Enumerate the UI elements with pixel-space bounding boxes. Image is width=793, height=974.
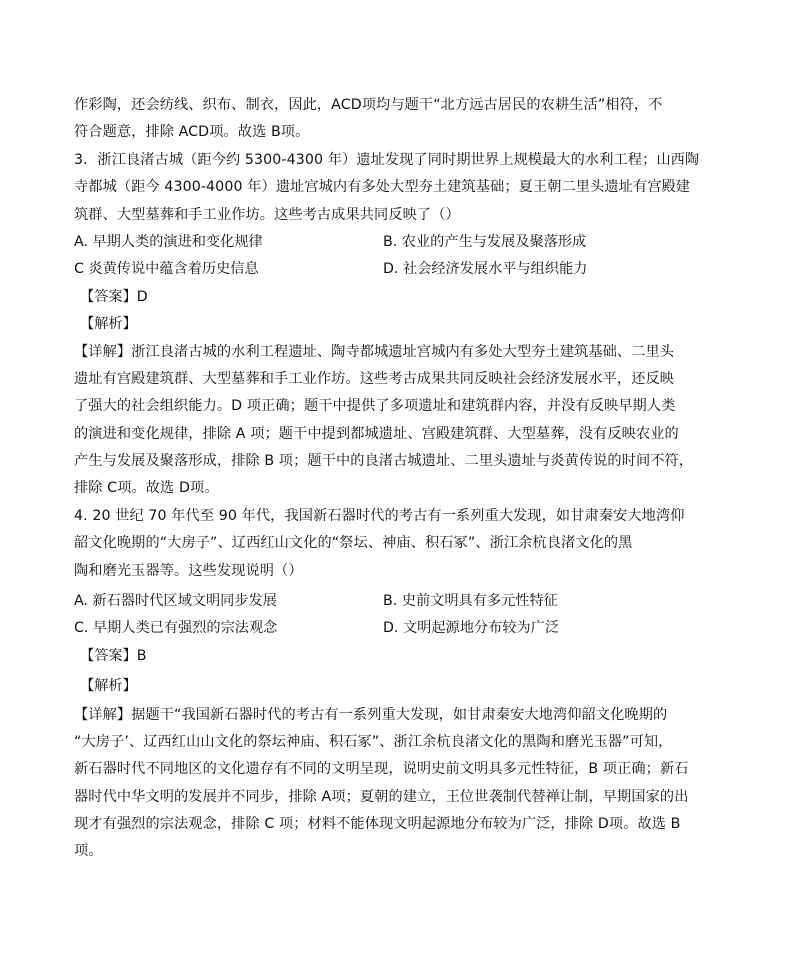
question-4-option-b: B. 史前文明具有多元性特征 — [383, 593, 558, 609]
question-3-stem-line: 3．浙江良渚古城（距今约 5300-4300 年）遗址发现了同时期世界上规模最大的水利工程；山西陶 — [74, 152, 700, 168]
question-4-detail-line: “大房子’、辽西红山山文化的祭坛神庙、积石冢”、浙江余杭良渚文化的黑陶和磨光玉器”可知， — [74, 734, 673, 750]
question-3-detail-line: 了强大的社会组织能力。D 项正确；题干中提供了多项遗址和建筑群内容，并没有反映早期人类 — [74, 398, 676, 414]
question-4-answer: 【答案】B — [80, 648, 147, 664]
question-4-option-d: D. 文明起源地分布较为广泛 — [383, 620, 560, 636]
question-3-detail-line: 产生与发展及聚落形成，排除 B 项；题干中的良渚古城遗址、二里头遗址与炎黄传说的时间不符， — [74, 453, 694, 469]
question-3-option-a: A. 早期人类的演进和变化规律 — [74, 234, 263, 250]
question-4-stem-line: 韶文化晚期的“大房子”、辽西红山文化的“祭坛、神庙、积石冢”、浙江余杭良渚文化的黑 — [74, 535, 633, 551]
question-4-detail-line: 现才有强烈的宗法观念，排除 C 项；材料不能体现文明起源地分布较为广泛，排除 D项。故选 B — [74, 816, 681, 832]
question-4-detail-line: 项。 — [74, 843, 103, 859]
question-4-option-a: A. 新石器时代区域文明同步发展 — [74, 593, 277, 609]
text-line: 作彩陶，还会纺线、织布、制衣，因此，ACD项均与题干“北方远古居民的农耕生活”相符，不 — [74, 97, 663, 113]
question-4-detail-line: 新石器时代不同地区的文化遗存有不同的文明呈现，说明史前文明具多元性特征，B 项正确；新石 — [74, 761, 689, 777]
question-3-option-b: B. 农业的产生与发展及聚落形成 — [383, 234, 587, 250]
question-3-answer: 【答案】D — [80, 289, 148, 305]
text-line: 符合题意，排除 ACD项。故选 B项。 — [74, 124, 310, 140]
question-3-detail-line: 【详解】浙江良渚古城的水利工程遗址、陶寺都城遗址宫城内有多处大型夯土建筑基础、二里头 — [74, 344, 675, 360]
question-3-stem-line: 筑群、大型墓葬和手工业作坊。这些考古成果共同反映了（） — [74, 207, 460, 223]
question-3-detail-line: 遗址有宫殿建筑群、大型墓葬和手工业作坊。这些考古成果共同反映社会经济发展水平，还反映 — [74, 371, 675, 387]
question-4-option-c: C. 早期人类已有强烈的宗法观念 — [74, 620, 278, 636]
question-4-detail-line: 器时代中华文明的发展并不同步，排除 A项；夏朝的建立，王位世袭制代替禅让制，早期国家的出 — [74, 789, 689, 805]
question-4-detail-line: 【详解】据题干“我国新石器时代的考古有一系列重大发现，如甘肃秦安大地湾仰韶文化晚期的 — [74, 707, 668, 723]
question-4-stem-line: 4. 20 世纪 70 年代至 90 年代，我国新石器时代的考古有一系列重大发现，如甘肃秦安大地湾仰 — [74, 508, 685, 524]
question-4-stem-line: 陶和磨光玉器等。这些发现说明（） — [74, 563, 303, 579]
question-3-analysis-label: 【解析】 — [80, 316, 137, 332]
question-3-option-c: C 炎黄传说中蕴含着历史信息 — [74, 261, 259, 277]
question-3-option-d: D. 社会经济发展水平与组织能力 — [383, 261, 588, 277]
question-3-detail-line: 的演进和变化规律，排除 A 项；题干中提到都城遗址、宫殿建筑群、大型墓葬，没有反映农业的 — [74, 426, 679, 442]
question-4-analysis-label: 【解析】 — [80, 678, 137, 694]
question-3-detail-line: 排除 C项。故选 D项。 — [74, 480, 219, 496]
question-3-stem-line: 寺都城（距今 4300-4000 年）遗址宫城内有多处大型夯土建筑基础；夏王朝二里头遗址有宫殿建 — [74, 179, 691, 195]
